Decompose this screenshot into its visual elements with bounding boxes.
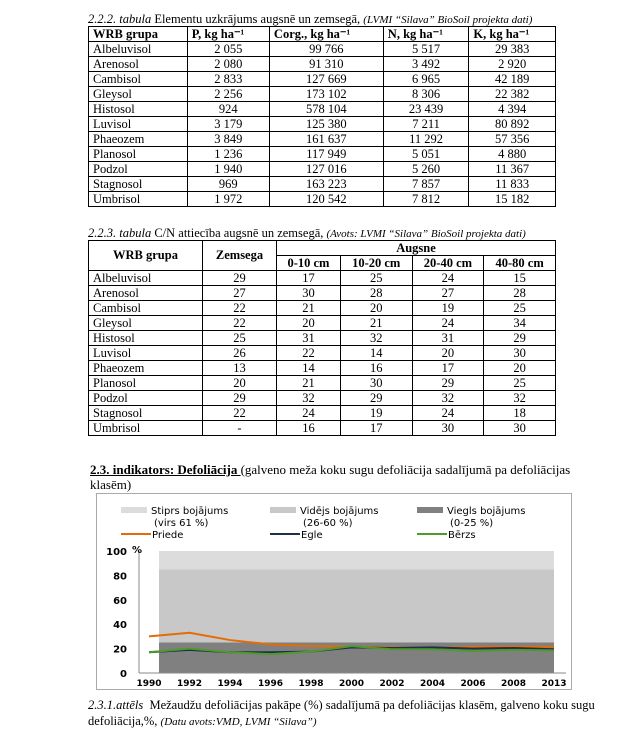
legend-swatch — [121, 507, 147, 513]
cell-value: 29 — [484, 331, 556, 346]
cell-value: 16 — [340, 361, 412, 376]
legend-swatch — [270, 507, 296, 513]
cell-value: 1 972 — [187, 192, 269, 207]
cell-value: 30 — [340, 376, 412, 391]
x-tick-label: 2008 — [500, 679, 527, 689]
cell-value: 22 382 — [469, 87, 556, 102]
cell-value: 120 542 — [269, 192, 383, 207]
cell-value: 11 833 — [469, 177, 556, 192]
figure-caption — [88, 697, 608, 730]
caption-word: tabula — [119, 12, 152, 26]
cell-value: 5 051 — [383, 147, 469, 162]
cell-value: 8 306 — [383, 87, 469, 102]
cell-soil-group: Podzol — [89, 162, 188, 177]
cell-soil-group: Stagnosol — [89, 406, 203, 421]
y-axis-label: % — [132, 545, 143, 556]
y-tick-label: 100 — [106, 547, 127, 558]
table1-caption — [88, 12, 532, 27]
cell-value: 22 — [277, 346, 341, 361]
x-tick-label: 2002 — [379, 679, 405, 689]
cell-value: 3 179 — [187, 117, 269, 132]
cell-soil-group: Umbrisol — [89, 192, 188, 207]
cell-value: 99 766 — [269, 42, 383, 57]
cell-value: 25 — [203, 331, 277, 346]
cell-value: 21 — [340, 316, 412, 331]
caption-title: Elementu uzkrājums augsnē un zemsegā, — [154, 12, 361, 26]
cell-value: 28 — [340, 286, 412, 301]
legend-label: Stiprs bojājums — [151, 506, 229, 517]
section-heading — [90, 462, 610, 492]
y-tick-label: 40 — [113, 620, 127, 632]
y-tick-label: 80 — [113, 571, 127, 583]
y-tick-label: 60 — [113, 595, 127, 607]
legend-label: Vidējs bojājums — [300, 506, 379, 517]
cell-value: 2 920 — [469, 57, 556, 72]
table-row — [89, 376, 556, 391]
figure-text: Mežaudžu defoliācijas pakāpe (%) sadalījumā pa defoliācijas klasēm, galveno koku sugu defoliācija,%, — [88, 698, 595, 728]
cell-soil-group: Gleysol — [89, 316, 203, 331]
y-tick-label: 0 — [120, 669, 127, 680]
cell-value: 5 517 — [383, 42, 469, 57]
cell-value: 21 — [277, 301, 341, 316]
cell-value: 5 260 — [383, 162, 469, 177]
cell-value: 4 394 — [469, 102, 556, 117]
cell-value: 24 — [412, 316, 484, 331]
figure-source: (Datu avots:VMD, LVMI “Silava”) — [160, 716, 317, 728]
cell-value: 30 — [484, 421, 556, 436]
cell-value: 7 211 — [383, 117, 469, 132]
legend-swatch — [417, 507, 443, 513]
cell-value: 31 — [412, 331, 484, 346]
cell-value: 34 — [484, 316, 556, 331]
x-tick-label: 1992 — [176, 679, 203, 689]
cell-soil-group: Umbrisol — [89, 421, 203, 436]
cell-value: 7 812 — [383, 192, 469, 207]
legend-sublabel: (0-25 %) — [450, 518, 494, 529]
caption-title: C/N attiecība augsnē un zemsegā, — [154, 226, 324, 240]
cell-value: - — [203, 421, 277, 436]
cell-soil-group: Planosol — [89, 147, 188, 162]
cell-value: 23 439 — [383, 102, 469, 117]
cell-value: 25 — [484, 301, 556, 316]
table-row — [89, 87, 556, 102]
cell-soil-group: Albeluvisol — [89, 271, 203, 286]
cell-value: 24 — [277, 406, 341, 421]
cell-value: 32 — [340, 331, 412, 346]
cell-soil-group: Arenosol — [89, 286, 203, 301]
caption-source: (Avots: LVMI “Silava” BioSoil projekta dati) — [326, 228, 526, 240]
cell-value: 42 189 — [469, 72, 556, 87]
cell-value: 7 857 — [383, 177, 469, 192]
cell-value: 29 — [340, 391, 412, 406]
cell-value: 17 — [412, 361, 484, 376]
cell-soil-group: Cambisol — [89, 72, 188, 87]
cell-value: 13 — [203, 361, 277, 376]
cell-value: 91 310 — [269, 57, 383, 72]
cell-value: 21 — [277, 376, 341, 391]
caption-number: 2.2.3. — [88, 226, 117, 240]
cell-soil-group: Planosol — [89, 376, 203, 391]
table-row — [89, 391, 556, 406]
cell-value: 3 492 — [383, 57, 469, 72]
table-row — [89, 117, 556, 132]
table-row — [89, 301, 556, 316]
cell-value: 29 383 — [469, 42, 556, 57]
table-row — [89, 346, 556, 361]
cell-value: 57 356 — [469, 132, 556, 147]
cell-value: 29 — [203, 391, 277, 406]
cell-value: 19 — [340, 406, 412, 421]
table-row — [89, 331, 556, 346]
cell-value: 20 — [277, 316, 341, 331]
col-header: 40-80 cm — [484, 256, 556, 271]
cell-value: 11 367 — [469, 162, 556, 177]
cell-value: 2 055 — [187, 42, 269, 57]
x-tick-label: 2006 — [460, 679, 486, 689]
cell-value: 27 — [203, 286, 277, 301]
table-row — [89, 57, 556, 72]
caption-word: tabula — [119, 226, 152, 240]
cell-value: 19 — [412, 301, 484, 316]
cell-soil-group: Histosol — [89, 331, 203, 346]
band-0 — [159, 551, 554, 569]
table-row — [89, 42, 556, 57]
cell-soil-group: Arenosol — [89, 57, 188, 72]
cell-value: 22 — [203, 316, 277, 331]
section-subtitle: (galveno meža koku sugu defoliācija sadalījumā pa defoliācijas klasēm) — [90, 462, 571, 492]
cell-value: 29 — [203, 271, 277, 286]
cell-value: 127 669 — [269, 72, 383, 87]
caption-source: (LVMI “Silava” BioSoil projekta dati) — [363, 14, 533, 26]
caption-number: 2.2.2. — [88, 12, 117, 26]
legend-sublabel: (26-60 %) — [303, 518, 353, 529]
table-row — [89, 162, 556, 177]
cell-value: 2 080 — [187, 57, 269, 72]
col-header: 0-10 cm — [277, 256, 341, 271]
chart-svg — [97, 494, 571, 689]
x-tick-label: 1996 — [257, 679, 284, 689]
cell-value: 32 — [277, 391, 341, 406]
x-tick-label: 2004 — [419, 679, 446, 689]
cell-value: 2 256 — [187, 87, 269, 102]
cell-value: 29 — [412, 376, 484, 391]
cell-value: 22 — [203, 406, 277, 421]
cell-soil-group: Phaeozem — [89, 361, 203, 376]
x-tick-label: 2013 — [541, 679, 567, 689]
cell-value: 11 292 — [383, 132, 469, 147]
table-row — [89, 132, 556, 147]
cell-soil-group: Gleysol — [89, 87, 188, 102]
cell-value: 14 — [340, 346, 412, 361]
cell-value: 32 — [484, 391, 556, 406]
cell-soil-group: Podzol — [89, 391, 203, 406]
col-header: Corg., kg ha⁻¹ — [269, 27, 383, 42]
x-tick-label: 1994 — [217, 679, 243, 689]
table-row — [89, 406, 556, 421]
cell-value: 22 — [203, 301, 277, 316]
cell-value: 15 182 — [469, 192, 556, 207]
figure-number: 2.3.1.attēls — [88, 698, 144, 712]
cell-value: 1 236 — [187, 147, 269, 162]
cell-value: 20 — [203, 376, 277, 391]
cell-soil-group: Histosol — [89, 102, 188, 117]
defoliation-chart — [96, 493, 572, 690]
cell-value: 161 637 — [269, 132, 383, 147]
cell-value: 25 — [484, 376, 556, 391]
cell-value: 20 — [412, 346, 484, 361]
table-row — [89, 147, 556, 162]
col-header: WRB grupa — [89, 27, 188, 42]
cell-value: 6 965 — [383, 72, 469, 87]
cell-soil-group: Albeluvisol — [89, 42, 188, 57]
legend-label: Bērzs — [448, 530, 476, 541]
cell-value: 30 — [412, 421, 484, 436]
cell-soil-group: Luvisol — [89, 346, 203, 361]
table-row — [89, 271, 556, 286]
cell-value: 17 — [340, 421, 412, 436]
col-header: WRB grupa — [89, 241, 203, 271]
col-group-header: Augsne — [277, 241, 556, 256]
table2-caption — [88, 226, 526, 241]
legend-sublabel: (virs 61 %) — [154, 518, 209, 529]
col-header: 10-20 cm — [340, 256, 412, 271]
cell-soil-group: Phaeozem — [89, 132, 188, 147]
cell-soil-group: Cambisol — [89, 301, 203, 316]
cell-value: 2 833 — [187, 72, 269, 87]
cell-value: 173 102 — [269, 87, 383, 102]
col-header: K, kg ha⁻¹ — [469, 27, 556, 42]
cn-ratio-table — [88, 240, 556, 436]
col-header: 20-40 cm — [412, 256, 484, 271]
cell-value: 924 — [187, 102, 269, 117]
cell-value: 16 — [277, 421, 341, 436]
table-row — [89, 286, 556, 301]
cell-value: 32 — [412, 391, 484, 406]
y-tick-label: 20 — [113, 644, 127, 656]
cell-value: 14 — [277, 361, 341, 376]
cell-value: 18 — [484, 406, 556, 421]
cell-value: 30 — [484, 346, 556, 361]
cell-value: 27 — [412, 286, 484, 301]
x-tick-label: 1990 — [136, 679, 162, 689]
section-title: 2.3. indikators: Defoliācija — [90, 462, 241, 477]
table-row — [89, 102, 556, 117]
cell-value: 80 892 — [469, 117, 556, 132]
table-row — [89, 192, 556, 207]
cell-value: 26 — [203, 346, 277, 361]
cell-value: 24 — [412, 271, 484, 286]
cell-soil-group: Luvisol — [89, 117, 188, 132]
cell-value: 20 — [484, 361, 556, 376]
cell-value: 969 — [187, 177, 269, 192]
table-row — [89, 72, 556, 87]
col-header: N, kg ha⁻¹ — [383, 27, 469, 42]
cell-value: 578 104 — [269, 102, 383, 117]
x-tick-label: 2000 — [338, 679, 365, 689]
cell-value: 20 — [340, 301, 412, 316]
cell-value: 31 — [277, 331, 341, 346]
cell-value: 28 — [484, 286, 556, 301]
cell-value: 117 949 — [269, 147, 383, 162]
table-row — [89, 361, 556, 376]
cell-value: 15 — [484, 271, 556, 286]
cell-value: 127 016 — [269, 162, 383, 177]
cell-value: 3 849 — [187, 132, 269, 147]
col-header: P, kg ha⁻¹ — [187, 27, 269, 42]
band-1 — [159, 569, 554, 642]
table-row — [89, 316, 556, 331]
cell-value: 24 — [412, 406, 484, 421]
cell-value: 17 — [277, 271, 341, 286]
cell-value: 30 — [277, 286, 341, 301]
legend-label: Viegls bojājums — [447, 506, 526, 517]
cell-value: 163 223 — [269, 177, 383, 192]
x-tick-label: 1998 — [298, 679, 324, 689]
legend-label: Priede — [152, 530, 184, 541]
cell-value: 4 880 — [469, 147, 556, 162]
table-row — [89, 421, 556, 436]
cell-value: 125 380 — [269, 117, 383, 132]
cell-value: 1 940 — [187, 162, 269, 177]
col-header: Zemsega — [203, 241, 277, 271]
legend-label: Egle — [301, 530, 323, 541]
cell-value: 25 — [340, 271, 412, 286]
cell-soil-group: Stagnosol — [89, 177, 188, 192]
table-row — [89, 177, 556, 192]
element-stock-table — [88, 26, 556, 207]
